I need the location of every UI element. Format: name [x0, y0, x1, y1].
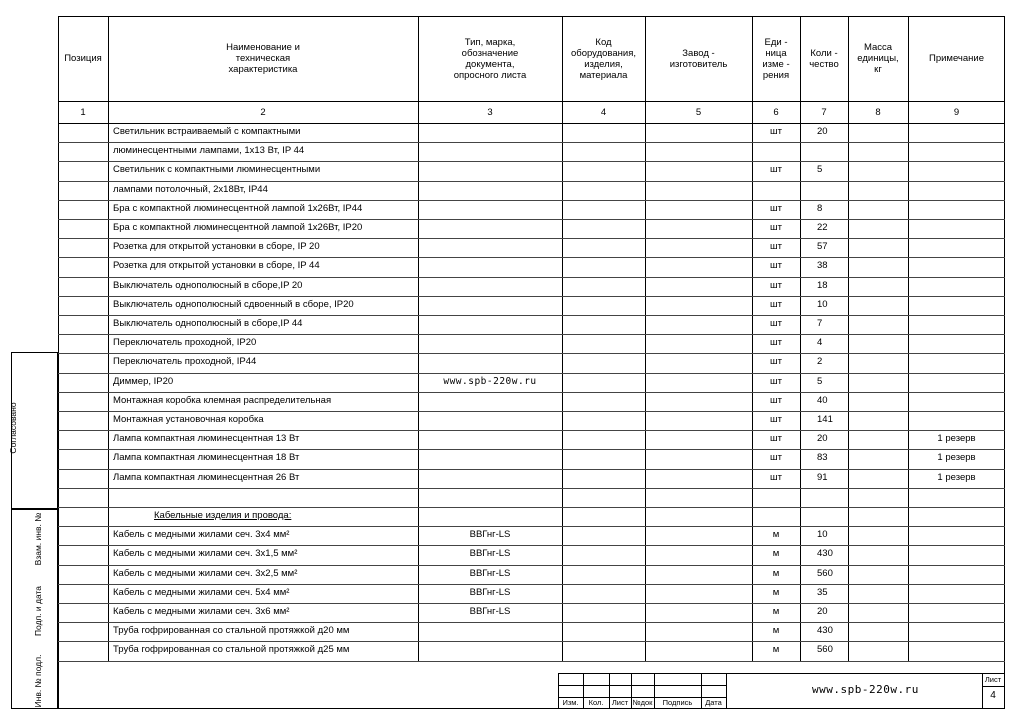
row-divider	[58, 449, 1005, 450]
item-name: Выключатель однополюсный в сборе,IP 20	[113, 279, 303, 291]
row-divider	[58, 238, 1005, 239]
item-unit: шт	[770, 318, 782, 329]
item-quantity: 20	[817, 433, 828, 445]
item-quantity: 91	[817, 471, 828, 483]
item-unit: шт	[770, 222, 782, 233]
item-name: Кабельные изделия и провода:	[154, 510, 292, 521]
row-divider	[58, 257, 1005, 258]
title-block-label: №док	[632, 698, 653, 707]
item-quantity: 560	[817, 567, 833, 579]
row-divider	[58, 565, 1005, 566]
row-divider	[58, 411, 1005, 412]
row-divider	[58, 334, 1005, 335]
row-divider	[58, 507, 1005, 508]
row-divider	[58, 661, 1005, 662]
item-quantity: 83	[817, 452, 828, 464]
item-quantity: 430	[817, 625, 833, 637]
column-number: 2	[260, 106, 266, 118]
item-quantity: 18	[817, 279, 828, 291]
item-name: Кабель с медными жилами сеч. 3х6 мм²	[113, 606, 290, 617]
item-name: Переключатель проходной, IP20	[113, 337, 257, 349]
item-name: Монтажная установочная коробка	[113, 414, 264, 425]
header-cell-3: Тип, марка, обозначение документа, опросного листа	[453, 36, 527, 81]
inv-replace-label: Взам. инв. №	[33, 512, 43, 566]
sign-date-label: Подп. и дата	[33, 585, 43, 637]
item-unit: шт	[770, 471, 782, 483]
row-divider	[58, 469, 1005, 470]
header-cell-6: Еди - ница изме - рения	[762, 36, 790, 81]
sheet-label: Лист	[984, 675, 1002, 684]
sheet-divider	[982, 686, 1005, 687]
column-number: 6	[773, 106, 779, 118]
item-unit: м	[772, 529, 780, 541]
item-unit: шт	[770, 241, 782, 253]
item-type: ВВГнг-LS	[469, 606, 511, 617]
item-name: Розетка для открытой установки в сборе, IP 20	[113, 241, 320, 253]
item-name: Кабель с медными жилами сеч. 3х1,5 мм²	[113, 548, 298, 560]
column-number: 5	[695, 106, 702, 118]
item-name: Бра с компактной люминесцентной лампой 1х26Вт, IP20	[113, 222, 363, 233]
item-quantity: 40	[817, 394, 828, 406]
sheet-number: 4	[990, 690, 996, 701]
title-block-label: Дата	[705, 698, 722, 707]
row-divider	[58, 296, 1005, 297]
item-unit: шт	[770, 414, 782, 425]
row-divider	[58, 161, 1005, 162]
item-unit: шт	[770, 394, 782, 406]
row-divider	[58, 277, 1005, 278]
column-number: 1	[80, 106, 86, 118]
item-name: люминесцентными лампами, 1х13 Вт, IP 44	[113, 145, 305, 157]
item-name: Светильник с компактными люминесцентными	[113, 164, 321, 176]
row-divider	[58, 526, 1005, 527]
item-name: Переключатель проходной, IP44	[113, 356, 257, 368]
item-name: Бра с компактной люминесцентной лампой 1х26Вт, IP44	[113, 202, 363, 214]
header-cell-4: Код оборудования, изделия, материала	[570, 36, 636, 81]
item-type: ВВГнг-LS	[469, 529, 511, 541]
row-divider	[58, 315, 1005, 316]
title-block-label: Кол.	[588, 698, 604, 707]
item-quantity: 141	[817, 414, 833, 425]
item-name: Монтажная коробка клемная распределительная	[113, 394, 332, 406]
item-note: 1 резерв	[937, 452, 976, 464]
item-name: Труба гофрированная со стальной протяжкой д25 мм	[113, 644, 350, 656]
header-cell-1: Позиция	[64, 53, 102, 64]
item-note: 1 резерв	[937, 433, 976, 445]
row-divider	[58, 373, 1005, 374]
item-quantity: 2	[817, 356, 823, 368]
item-name: Труба гофрированная со стальной протяжкой д20 мм	[113, 625, 350, 637]
item-type: ВВГнг-LS	[469, 548, 511, 560]
item-type: www.spb-220w.ru	[443, 375, 537, 387]
row-divider	[58, 641, 1005, 642]
column-number: 3	[487, 106, 493, 118]
numbers-divider	[58, 123, 1005, 124]
item-quantity: 8	[817, 202, 823, 214]
item-quantity: 5	[817, 375, 823, 387]
row-divider	[58, 488, 1005, 489]
title-block-label: Лист	[611, 698, 629, 707]
item-note: 1 резерв	[937, 471, 976, 483]
column-number: 9	[953, 106, 960, 118]
row-divider	[58, 622, 1005, 623]
row-divider	[58, 545, 1005, 546]
item-unit: шт	[770, 375, 782, 387]
agreed-label: Согласовано	[8, 402, 18, 454]
item-name: Диммер, IP20	[113, 375, 174, 387]
item-quantity: 5	[817, 164, 823, 176]
item-name: Лампа компактная люминесцентная 26 Вт	[113, 471, 300, 483]
item-unit: м	[772, 644, 780, 656]
item-name: Выключатель однополюсный в сборе,IP 44	[113, 318, 303, 329]
title-block-label: Изм.	[562, 698, 579, 707]
item-type: ВВГнг-LS	[469, 567, 511, 579]
item-unit: шт	[770, 202, 782, 214]
item-unit: м	[772, 625, 780, 637]
row-divider	[58, 603, 1005, 604]
agreement-block	[11, 352, 58, 509]
column-number: 4	[600, 106, 607, 118]
header-cell-9: Примечание	[929, 53, 984, 64]
item-quantity: 20	[817, 126, 828, 137]
item-quantity: 35	[817, 586, 828, 598]
row-divider	[58, 430, 1005, 431]
item-name: Выключатель однополюсный сдвоенный в сборе, IP20	[113, 298, 354, 310]
item-name: Кабель с медными жилами сеч. 3х2,5 мм²	[113, 567, 298, 579]
item-type: ВВГнг-LS	[469, 586, 511, 598]
row-divider	[58, 392, 1005, 393]
title-block-label: Подпись	[662, 698, 693, 707]
inv-original-label: Инв. № подл.	[33, 654, 43, 708]
header-cell-5: Завод - изготовитель	[669, 47, 728, 70]
item-unit: шт	[770, 126, 782, 137]
item-unit: шт	[770, 433, 782, 445]
item-name: Кабель с медными жилами сеч. 3х4 мм²	[113, 529, 290, 541]
item-quantity: 22	[817, 222, 828, 233]
item-unit: шт	[770, 260, 782, 272]
title-block-divider	[726, 673, 727, 709]
row-divider	[58, 181, 1005, 182]
item-quantity: 4	[817, 337, 823, 349]
column-number: 8	[875, 106, 881, 118]
item-quantity: 38	[817, 260, 828, 272]
item-quantity: 10	[817, 529, 828, 541]
item-unit: м	[772, 586, 780, 598]
item-unit: м	[772, 606, 780, 617]
header-cell-7: Коли - чество	[809, 47, 839, 70]
row-divider	[58, 353, 1005, 354]
item-quantity: 10	[817, 298, 828, 310]
item-quantity: 20	[817, 606, 828, 617]
column-number: 7	[821, 106, 827, 118]
header-cell-2: Наименование и техническая характеристика	[226, 42, 300, 75]
item-quantity: 57	[817, 241, 828, 253]
item-unit: шт	[770, 356, 782, 368]
item-unit: м	[772, 548, 780, 560]
item-unit: шт	[770, 298, 782, 310]
item-quantity: 7	[817, 318, 823, 329]
item-unit: шт	[770, 164, 782, 176]
item-name: Светильник встраиваемый с компактными	[113, 126, 301, 137]
item-unit: шт	[770, 337, 782, 349]
item-unit: шт	[770, 452, 782, 464]
item-unit: шт	[770, 279, 782, 291]
item-name: лампами потолочный, 2х18Вт, IP44	[113, 183, 268, 195]
item-name: Лампа компактная люминесцентная 13 Вт	[113, 433, 300, 445]
row-divider	[58, 219, 1005, 220]
item-quantity: 430	[817, 548, 833, 560]
item-name: Кабель с медными жилами сеч. 5х4 мм²	[113, 586, 290, 598]
header-divider	[58, 101, 1005, 102]
item-unit: м	[772, 567, 780, 579]
item-quantity: 560	[817, 644, 833, 656]
header-cell-8: Масса единицы, кг	[857, 42, 899, 75]
title-block-site: www.spb-220w.ru	[812, 683, 919, 696]
title-block-top-line	[558, 673, 1005, 674]
row-divider	[58, 584, 1005, 585]
item-name: Розетка для открытой установки в сборе, IP 44	[113, 260, 320, 272]
row-divider	[58, 200, 1005, 201]
row-divider	[58, 142, 1005, 143]
item-name: Лампа компактная люминесцентная 18 Вт	[113, 452, 300, 464]
